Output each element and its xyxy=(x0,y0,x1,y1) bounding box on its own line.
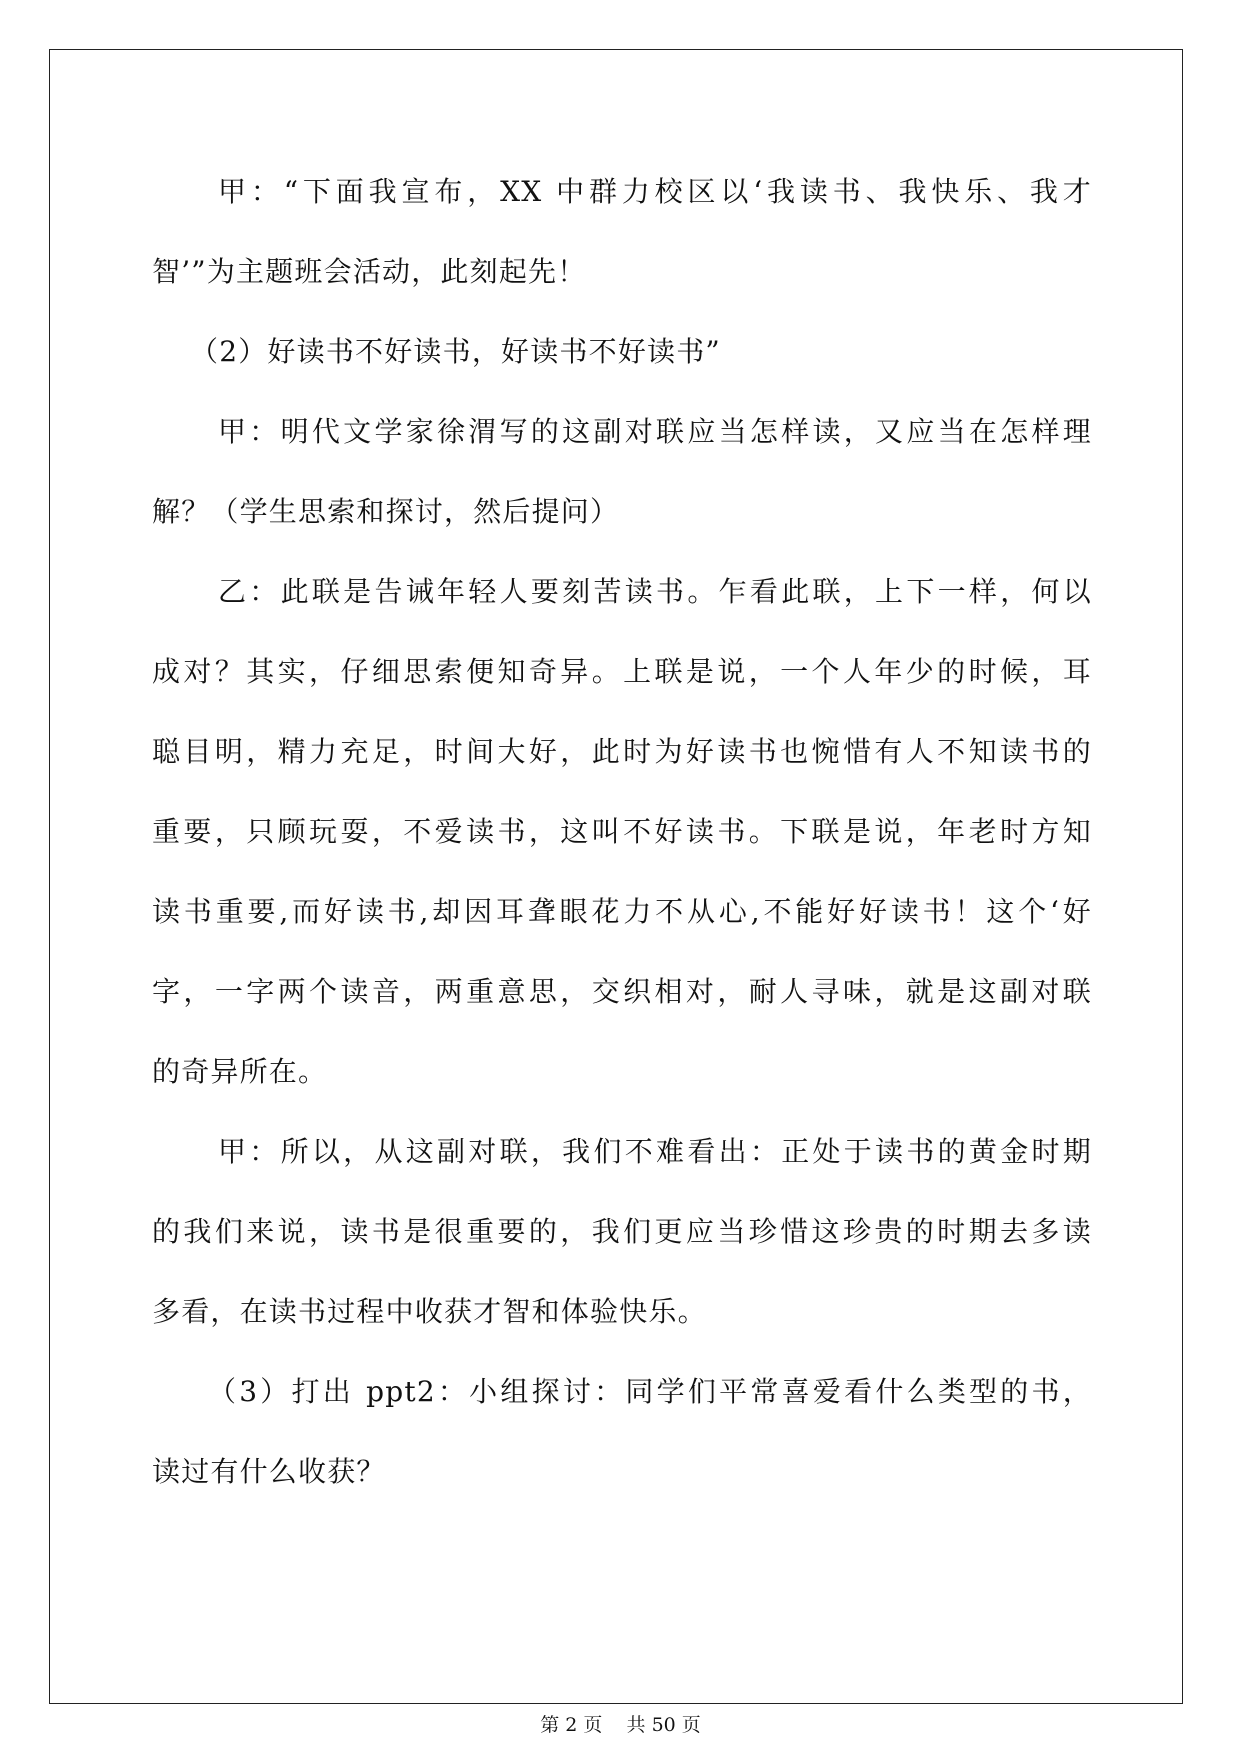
paragraph-1-line-2: 智’”为主题班会活动，此刻起先！ xyxy=(152,255,587,288)
paragraph-4-line-7: 的奇异所在。 xyxy=(152,1055,328,1088)
paragraph-3-line-2: 解？（学生思索和探讨，然后提问） xyxy=(152,495,620,528)
paragraph-4-line-3: 聪目明，精力充足，时间大好，此时为好读书也惋惜有人不知读书的 xyxy=(152,735,1092,768)
page-number-footer: 第 2 页 共 50 页 xyxy=(540,1714,701,1736)
paragraph-4-line-4: 重要，只顾玩耍，不爱读书，这叫不好读书。下联是说，年老时方知 xyxy=(152,815,1092,848)
paragraph-3-line-1: 甲：明代文学家徐渭写的这副对联应当怎样读，又应当在怎样理 xyxy=(218,415,1092,448)
paragraph-6-line-1: （3）打出 ppt2：小组探讨：同学们平常喜爱看什么类型的书， xyxy=(208,1375,1092,1408)
paragraph-2-line-1: （2）好读书不好读书，好读书不好读书” xyxy=(190,335,721,368)
paragraph-4-line-2: 成对？其实，仔细思索便知奇异。上联是说，一个人年少的时候，耳 xyxy=(152,655,1092,688)
paragraph-5-line-3: 多看，在读书过程中收获才智和体验快乐。 xyxy=(152,1295,707,1328)
paragraph-5-line-2: 的我们来说，读书是很重要的，我们更应当珍惜这珍贵的时期去多读 xyxy=(152,1215,1092,1248)
paragraph-6-line-2: 读过有什么收获？ xyxy=(152,1455,386,1488)
paragraph-1-line-1: 甲：“下面我宣布，XX 中群力校区以‘我读书、我快乐、我才 xyxy=(218,175,1092,208)
paragraph-4-line-5: 读书重要,而好读书,却因耳聋眼花力不从心,不能好好读书！这个‘好 xyxy=(152,895,1092,928)
paragraph-4-line-1: 乙：此联是告诫年轻人要刻苦读书。乍看此联，上下一样，何以 xyxy=(218,575,1092,608)
paragraph-4-line-6: 字，一字两个读音，两重意思，交织相对，耐人寻味，就是这副对联 xyxy=(152,975,1092,1008)
paragraph-5-line-1: 甲：所以，从这副对联，我们不难看出：正处于读书的黄金时期 xyxy=(218,1135,1092,1168)
